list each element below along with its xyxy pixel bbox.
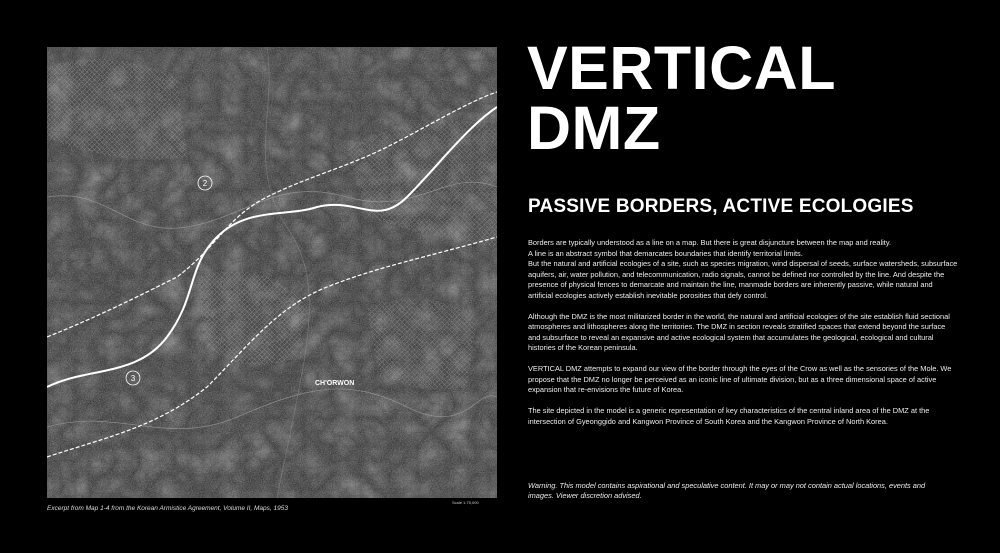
- paragraph-4: The site depicted in the model is a generic representation of key characteristics of the central inland area of the DMZ at the intersection of Gyeonggido and Kangwon Province of South Korea and the Kangwon Province of North Korea.: [528, 406, 930, 426]
- map-marker-3: 3: [130, 374, 136, 383]
- paragraph-1-line-2: A line is an abstract symbol that demarcates boundaries that identify territorial limits.: [528, 248, 803, 258]
- paragraph-3: VERTICAL DMZ attempts to expand our view of the border through the eyes of the Crow as well as the sensories of the Mole. We propose that the DMZ no longer be perceived as an iconic line of ultimate division, but as a three dimensional space of active expansion that re-envisions the future of Korea.: [528, 364, 952, 394]
- map-graphic: [47, 47, 497, 498]
- subtitle: PASSIVE BORDERS, ACTIVE ECOLOGIES: [528, 196, 914, 217]
- paragraph-1: [528, 238, 958, 301]
- warning-note: Warning. This model contains aspirational and speculative content. It may or may not contain actual locations, events and images. Viewer discretion advised.: [528, 481, 926, 500]
- paragraph-1-line-1: Borders are typically understood as a line on a map. But there is great disjuncture between the map and reality.: [528, 238, 892, 247]
- map-marker-2: 2: [202, 179, 208, 188]
- map-caption: Excerpt from Map 1-4 from the Korean Armistice Agreement, Volume II, Maps, 1953: [47, 505, 288, 512]
- body-text: [528, 238, 958, 438]
- main-title: VERTICAL DMZ: [527, 34, 835, 162]
- map-scale: Scale 1:75,000: [452, 500, 479, 505]
- paragraph-2: Although the DMZ is the most militarized border in the world, the natural and artificial ecologies of the site establish fluid sectional atmospheres and lithospheres along the territories. The DMZ in section reveals stratified spaces that extend beyond the surface and subsurface to reveal an expansive and active ecological system that accumulates the geological, ecological and cultural histories of the Korean peninsula.: [528, 311, 950, 352]
- paragraph-1-line-3: But the natural and artificial ecologies of a site, such as species migration, wind dispersal of seeds, surface watersheds, subsurface aquifers, air, water pollution, and telecommunication, radio signals, cannot be defined nor controlled by the line. And despite the presence of physical fences to demarcate and maintain the line, manmade borders are inherently passive, while natural and artificial ecologies actively establish inevitable porosities that defy control.: [528, 259, 958, 300]
- map-town-label: CH'ORWON: [315, 380, 355, 387]
- armistice-map-image: [47, 47, 497, 498]
